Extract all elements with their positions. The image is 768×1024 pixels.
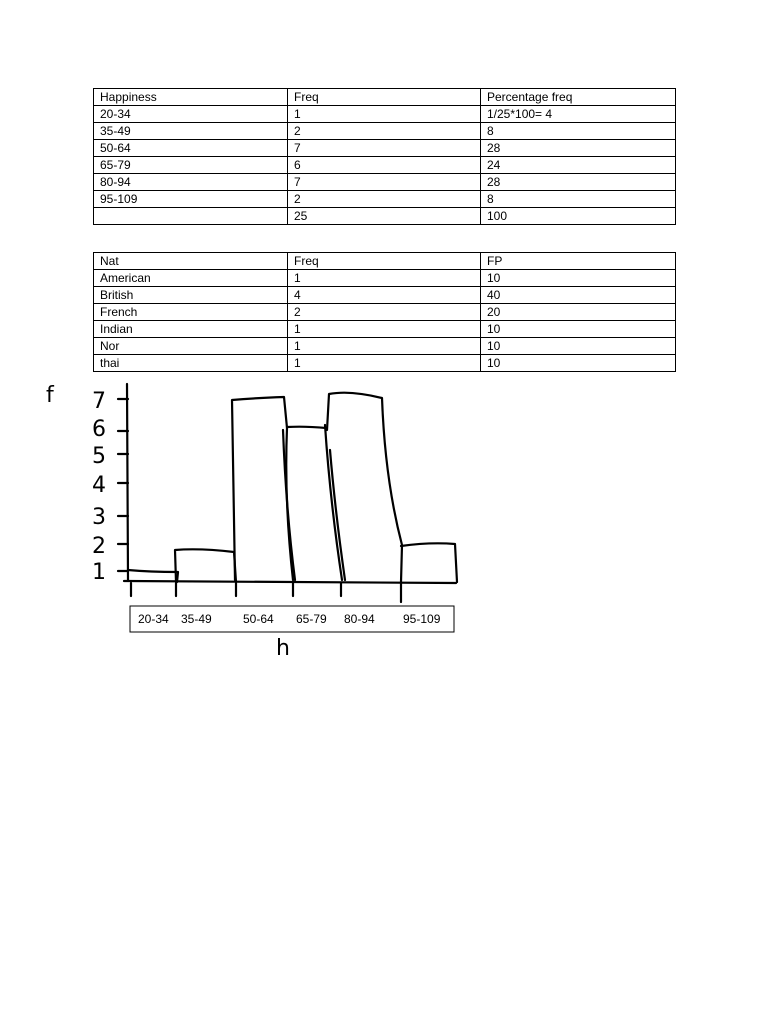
table-cell: 2: [288, 304, 481, 321]
table-cell: 7: [288, 174, 481, 191]
bar-35-49: [175, 549, 236, 582]
happiness-table: [93, 88, 676, 225]
table-header-row: [94, 253, 676, 270]
y-tick-label: 2: [92, 534, 106, 559]
table-cell: 35-49: [94, 123, 288, 140]
table-row: [94, 355, 676, 372]
table-row: [94, 157, 676, 174]
table-cell: 8: [481, 191, 676, 208]
table-cell: 8: [481, 123, 676, 140]
table-cell: 40: [481, 287, 676, 304]
table-cell: 20-34: [94, 106, 288, 123]
table-cell: 10: [481, 355, 676, 372]
table-cell: 28: [481, 174, 676, 191]
table-row: [94, 106, 676, 123]
table-row: [94, 191, 676, 208]
table-row: [94, 287, 676, 304]
table-row: [94, 140, 676, 157]
table-header-cell: Nat: [94, 253, 288, 270]
table-cell: American: [94, 270, 288, 287]
table-cell: French: [94, 304, 288, 321]
hand-drawn-histogram: [0, 370, 480, 665]
table-cell: 80-94: [94, 174, 288, 191]
y-tick-label: 6: [92, 417, 106, 442]
bar-95-109: [401, 543, 457, 582]
table-cell: 100: [481, 208, 676, 225]
y-tick-label: 3: [92, 505, 106, 530]
bar-50-64: [232, 397, 287, 580]
x-axis-letter: h: [276, 636, 290, 661]
y-tick-label: 5: [92, 444, 106, 469]
table-cell: 10: [481, 321, 676, 338]
table-cell: Nor: [94, 338, 288, 355]
table-cell: 1: [288, 270, 481, 287]
table-cell: Indian: [94, 321, 288, 338]
table-row: [94, 123, 676, 140]
table-row: [94, 338, 676, 355]
table-row: [94, 304, 676, 321]
table-cell: 1: [288, 106, 481, 123]
table-header-cell: Freq: [288, 253, 481, 270]
table-cell: 7: [288, 140, 481, 157]
table-header-cell: Percentage freq: [481, 89, 676, 106]
nationality-table-body: [94, 253, 676, 372]
table-cell: 1: [288, 355, 481, 372]
table-header-cell: Happiness: [94, 89, 288, 106]
y-tick-label: 4: [92, 473, 106, 498]
y-axis-letter: f: [46, 383, 54, 408]
table-cell: 10: [481, 338, 676, 355]
y-tick-labels: [92, 389, 106, 585]
y-tick-label: 1: [92, 560, 106, 585]
table-cell: [94, 208, 288, 225]
table-cell: 28: [481, 140, 676, 157]
table-cell: 1: [288, 338, 481, 355]
table-row: [94, 208, 676, 225]
bin-label: 80-94: [344, 612, 375, 626]
nationality-table: [93, 252, 676, 372]
table-header-row: [94, 89, 676, 106]
bin-label: 50-64: [243, 612, 274, 626]
x-axis-line: [124, 581, 456, 583]
table-cell: 20: [481, 304, 676, 321]
table-cell: 25: [288, 208, 481, 225]
table-cell: thai: [94, 355, 288, 372]
table-cell: 50-64: [94, 140, 288, 157]
table-cell: 10: [481, 270, 676, 287]
table-row: [94, 321, 676, 338]
table-cell: 24: [481, 157, 676, 174]
bin-label: 35-49: [181, 612, 212, 626]
table-cell: 2: [288, 191, 481, 208]
bin-label: 20-34: [138, 612, 169, 626]
table-header-cell: Freq: [288, 89, 481, 106]
table-cell: 2: [288, 123, 481, 140]
table-cell: 95-109: [94, 191, 288, 208]
bin-label: 95-109: [403, 612, 441, 626]
table-row: [94, 174, 676, 191]
table-row: [94, 270, 676, 287]
bin-label: 65-79: [296, 612, 327, 626]
table-cell: 65-79: [94, 157, 288, 174]
table-cell: British: [94, 287, 288, 304]
table-cell: 1: [288, 321, 481, 338]
table-cell: 6: [288, 157, 481, 174]
table-cell: 4: [288, 287, 481, 304]
bar-65-79-edge: [283, 425, 342, 580]
y-tick-label: 7: [92, 389, 106, 414]
table-header-cell: FP: [481, 253, 676, 270]
table-cell: 1/25*100= 4: [481, 106, 676, 123]
happiness-table-body: [94, 89, 676, 225]
